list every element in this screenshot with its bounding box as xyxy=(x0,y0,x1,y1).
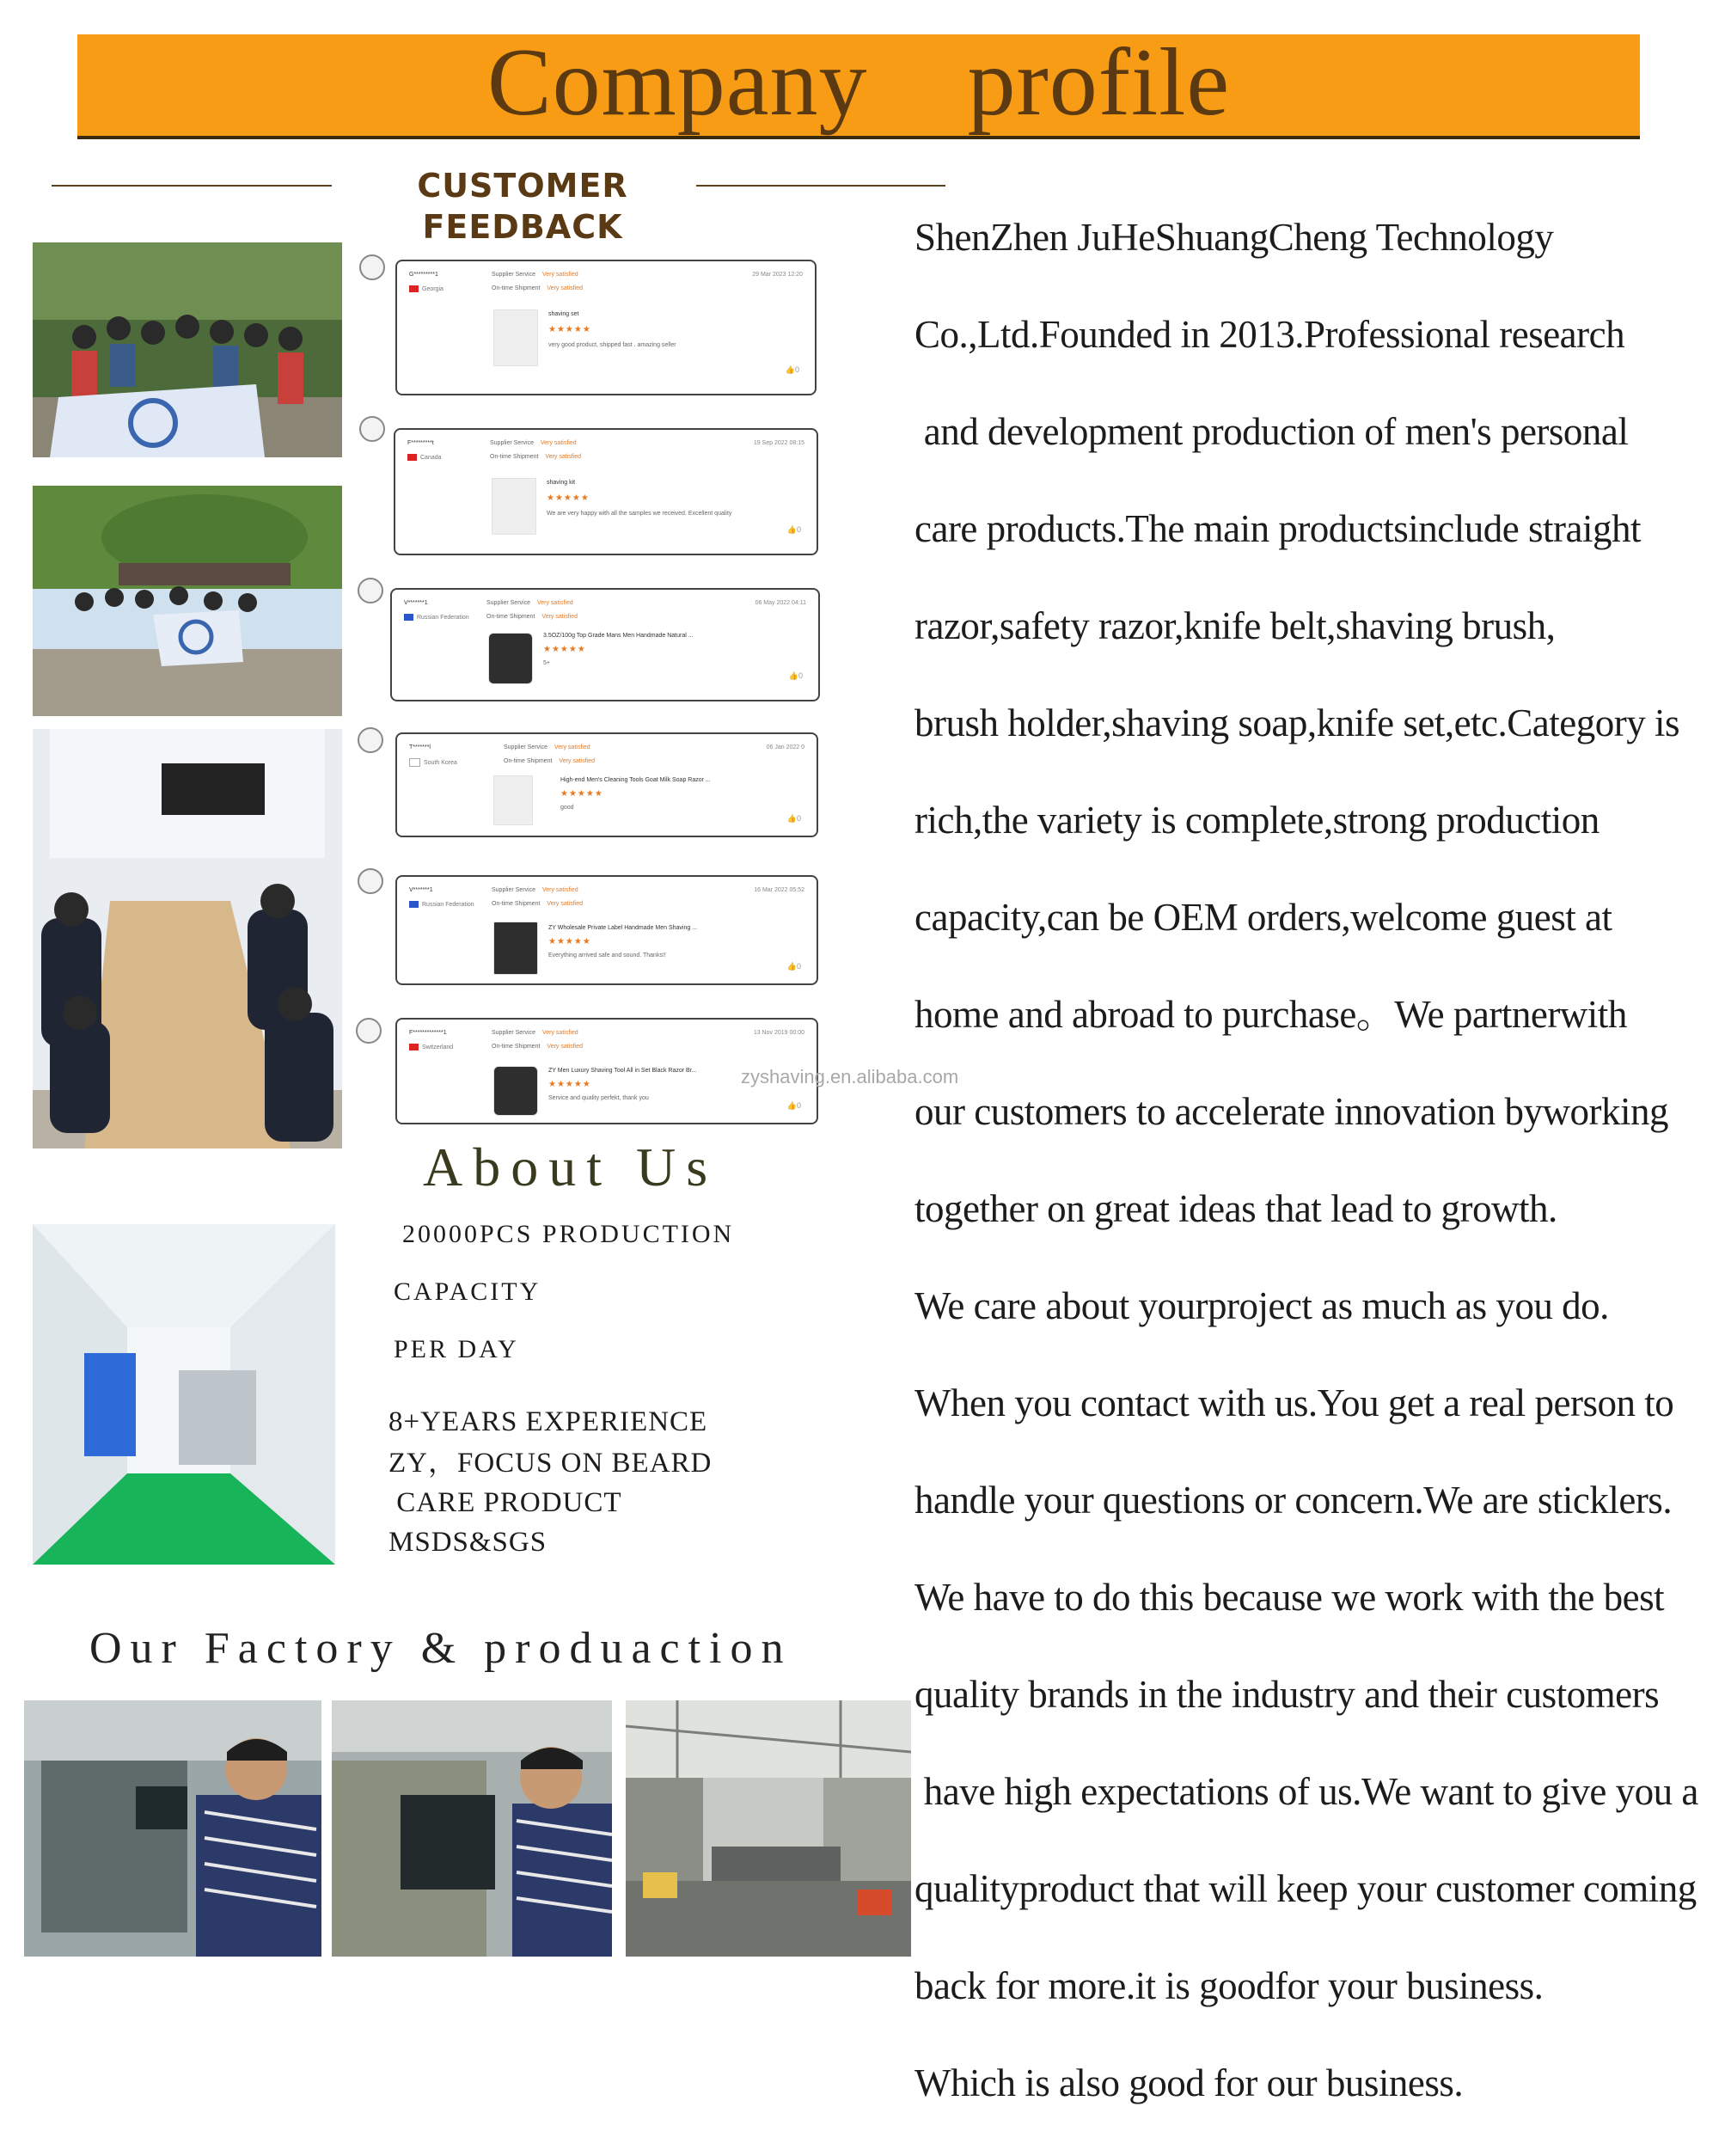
factory-photo-workshop xyxy=(626,1700,911,1957)
team-photo-park xyxy=(33,486,342,716)
description-line: back for more.it is goodfor your business. xyxy=(914,1964,1544,2007)
like-icon: 👍0 xyxy=(788,671,803,680)
like-icon: 👍0 xyxy=(786,525,801,534)
about-us-heading: About Us xyxy=(423,1136,719,1197)
team-photo-meeting xyxy=(33,729,342,1148)
reviewer-avatar-icon xyxy=(358,578,383,603)
heading-rule-left xyxy=(52,185,332,187)
reviewer-avatar-icon xyxy=(358,868,383,894)
description-line: care products.The main productsinclude straight xyxy=(914,507,1641,550)
about-line: ZY，FOCUS ON BEARD xyxy=(388,1448,713,1479)
description-line: together on great ideas that lead to growth. xyxy=(914,1187,1557,1230)
description-line: When you contact with us.You get a real person to xyxy=(914,1381,1674,1424)
product-thumbnail xyxy=(493,922,538,975)
description-line: razor,safety razor,knife belt,shaving brush, xyxy=(914,604,1556,647)
description-line: ShenZhen JuHeShuangCheng Technology xyxy=(914,216,1554,259)
factory-photo-cnc-2 xyxy=(332,1700,612,1957)
like-icon: 👍0 xyxy=(786,962,801,971)
description-line: Which is also good for our business. xyxy=(914,2061,1464,2104)
product-thumbnail xyxy=(493,775,533,825)
description-line: rich,the variety is complete,strong production xyxy=(914,799,1600,842)
reviewer-avatar-icon xyxy=(356,1018,382,1044)
description-line: home and abroad to purchase。We partnerwith xyxy=(914,993,1627,1036)
factory-photo-cnc-1 xyxy=(24,1700,321,1957)
description-line: and development production of men's personal xyxy=(914,410,1629,453)
review-card: G*********1 Georgia Supplier Service Very satisfied On-time Shipment Very satisfied 29 Mar 2023 12:20 shaving set ★★★★★ very good product, shipped fast . amazing seller 👍0 xyxy=(395,260,817,395)
watermark: zyshaving.en.alibaba.com xyxy=(741,1066,959,1087)
reviewer-avatar-icon xyxy=(358,727,383,753)
review-card: F*********t Canada Supplier Service Very satisfied On-time Shipment Very satisfied 19 Sep 2022 08:15 shaving kit ★★★★★ We are very happy with all the samples we received. Excellent quality 👍0 xyxy=(394,428,818,555)
description-line: We care about yourproject as much as you do. xyxy=(914,1284,1609,1327)
review-card: V*******1 Russian Federation Supplier Service Very satisfied On-time Shipment Very satisfied 06 May 2022 04:11 3.5OZ/100g Top Grade Mans Men Handmade Natural ... ★★★★★ 5+ 👍0 xyxy=(390,588,820,701)
description-line: qualityproduct that will keep your customer coming xyxy=(914,1867,1697,1910)
reviewer-avatar-icon xyxy=(359,416,385,442)
like-icon: 👍0 xyxy=(785,365,799,374)
review-card: T*******l South Korea Supplier Service Very satisfied On-time Shipment Very satisfied 06 Jan 2022 0 High-end Men's Cleaning Tools Goat Milk Soap Razor ... ★★★★★ good 👍0 xyxy=(395,732,818,837)
like-icon: 👍0 xyxy=(786,814,801,823)
about-line: CAPACITY xyxy=(394,1277,541,1306)
team-photo-outdoor xyxy=(33,242,342,457)
product-thumbnail xyxy=(493,309,538,366)
description-line: have high expectations of us.We want to give you a xyxy=(914,1770,1698,1813)
product-thumbnail xyxy=(488,633,533,684)
about-line: PER DAY xyxy=(394,1335,519,1363)
description-line: our customers to accelerate innovation byworking xyxy=(914,1090,1668,1133)
about-line: MSDS&SGS xyxy=(388,1527,547,1558)
description-line: handle your questions or concern.We are sticklers. xyxy=(914,1479,1673,1522)
reviewer-avatar-icon xyxy=(359,254,385,280)
review-card: F*************1 Switzerland Supplier Service Very satisfied On-time Shipment Very satisfied 13 Nov 2019 00:00 ZY Men Luxury Shaving Tool All in Set Black Razor Br... ★★★★★ Service and quality perfekt, thank you 👍0 xyxy=(395,1018,818,1124)
description-line: We have to do this because we work with the best xyxy=(914,1576,1665,1619)
product-thumbnail xyxy=(493,1066,538,1116)
description-line: brush holder,shaving soap,knife set,etc.Category is xyxy=(914,701,1679,744)
about-line: 8+YEARS EXPERIENCE xyxy=(388,1406,708,1437)
description-line: Co.,Ltd.Founded in 2013.Professional research xyxy=(914,313,1625,356)
description-line: capacity,can be OEM orders,welcome guest at xyxy=(914,896,1612,939)
about-line: CARE PRODUCT xyxy=(388,1487,622,1518)
factory-heading: Our Factory & produaction xyxy=(89,1624,792,1673)
like-icon: 👍0 xyxy=(786,1101,801,1110)
customer-feedback-heading: CUSTOMER FEEDBACK xyxy=(417,167,628,246)
heading-rule-right xyxy=(696,185,945,187)
page-title: Company profile xyxy=(486,29,1231,136)
factory-cleanroom-photo xyxy=(33,1224,335,1565)
review-card: V*******1 Russian Federation Supplier Service Very satisfied On-time Shipment Very satisfied 16 Mar 2022 05:52 ZY Wholesale Private Label Handmade Men Shaving ... ★★★★★ Everything arrived safe and sound. Thanks!! 👍0 xyxy=(395,875,818,985)
product-thumbnail xyxy=(492,478,536,535)
about-line: 20000PCS PRODUCTION xyxy=(402,1220,735,1248)
description-line: quality brands in the industry and their customers xyxy=(914,1673,1660,1716)
